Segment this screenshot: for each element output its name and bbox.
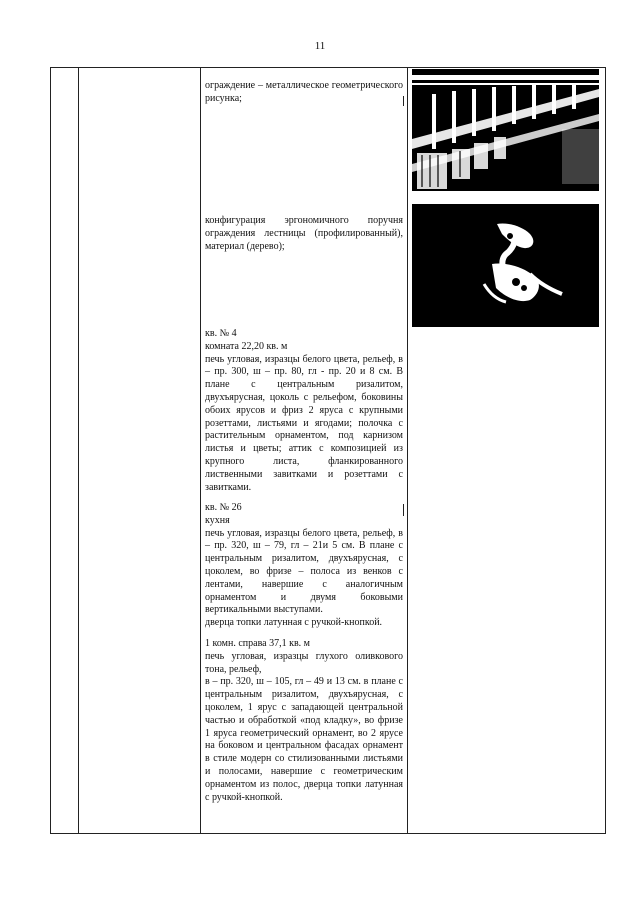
entry-apartment-4 — [205, 328, 403, 494]
entry-text: конфигурация эргономичного поручня ограждения лестницы (профилированный), материал (дерево); — [205, 215, 403, 252]
object-table — [50, 67, 606, 834]
entry-railing — [205, 80, 403, 106]
entry-subheading: кухня — [205, 514, 230, 526]
text-cursor-mark — [403, 504, 404, 516]
entry-apartment-26 — [205, 502, 403, 630]
column-divider — [407, 68, 408, 833]
entry-text: печь угловая, изразцы белого цвета, рельеф, в – пр. 320, ш – 79, гл – 21и 5 см. В плане с центральным ризалитом, двухъярусная, с цоколем, во фризе – полоса из венков с лентами, навершие с аналогичным орнаментом и двумя боковыми вертикальными выступами. — [205, 527, 403, 616]
entry-heading: кв. № 26 — [205, 502, 242, 513]
column-divider — [200, 68, 201, 833]
entry-handrail — [205, 215, 403, 253]
entry-subheading: комната 22,20 кв. м — [205, 340, 288, 352]
entry-text: печь угловая, изразцы белого цвета, рельеф, в – пр. 300, ш – пр. 80, гл - пр. 20 и 8 см. В плане с центральным ризалитом, двухъярусная, цоколь с рельефом, боковины обоих ярусов и фриз 2 яруса с крупными розеттами, листьями и ягодами; полочка с растительным орнаментом, под карнизом листья и цветы; аттик с композицией из крупного листа, фланкированного лиственными завитками и розеттами с завитками. — [205, 353, 403, 493]
page-number: 11 — [314, 40, 326, 52]
entry-text: ограждение – металлическое геометрического рисунка; — [205, 80, 403, 104]
entry-heading: 1 комн. справа 37,1 кв. м — [205, 638, 311, 649]
column-divider — [78, 68, 79, 833]
entry-heading: кв. № 4 — [205, 328, 237, 339]
entry-subheading: печь угловая, изразцы глухого оливкового тона, рельеф, — [205, 650, 403, 675]
handrail-photo — [412, 204, 599, 327]
entry-text-2: дверца топки латунная с ручкой-кнопкой. — [205, 617, 383, 629]
entry-text: в – пр. 320, ш – 105, гл – 49 и 13 см. в плане с центральным ризалитом, двухъярусная, с цоколем, 1 ярус с западающей центральной частью и обработкой «под кладку», во фризе 1 яруса геометрический орнамент, во 2 ярусе на боковом и центральном фасадах орнамент в стиле модерн со стилизованными листьями и полосами, навершие с геометрическим орнаментом из полос, дверца топки латунная с ручкой-кнопкой. — [205, 676, 403, 803]
staircase-railing-photo — [412, 69, 599, 191]
entry-room-right — [205, 638, 403, 804]
text-cursor-mark — [403, 96, 404, 106]
